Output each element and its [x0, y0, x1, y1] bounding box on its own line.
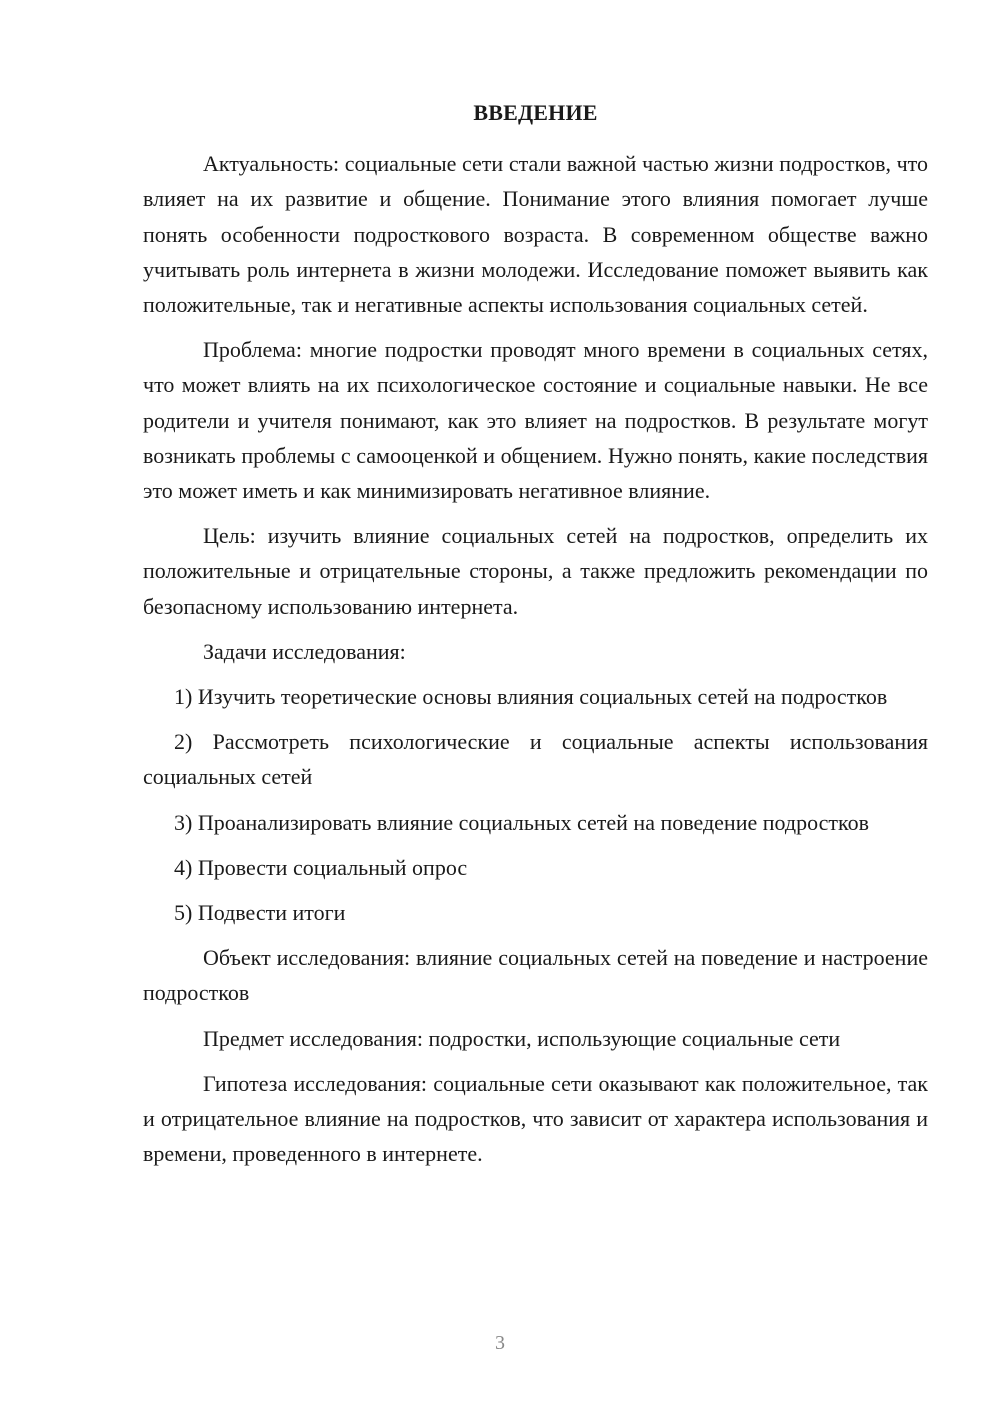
page-body: [143, 95, 928, 1181]
page-number: 3: [495, 1332, 505, 1354]
task-item-5: 5) Подвести итоги: [174, 900, 346, 926]
task-item-3: 3) Проанализировать влияние социальных сетей на поведение подростков: [174, 809, 869, 835]
object-paragraph: Объект исследования: влияние социальных сетей на поведение и настроение подростков: [143, 945, 928, 1006]
relevance-paragraph: Актуальность: социальные сети стали важной частью жизни подростков, что влияет на их развитие и общение. Понимание этого влияния помогает лучше понять особенности подросткового возраста. В современном обществе важно учитывать роль интернета в жизни молодежи. Исследование поможет выявить как положительные, так и негативные аспекты использования социальных сетей.: [143, 151, 928, 318]
section-title: ВВЕДЕНИЕ: [473, 100, 598, 125]
tasks-heading: Задачи исследования:: [203, 638, 406, 664]
task-item-4: 4) Провести социальный опрос: [174, 854, 468, 880]
hypothesis-paragraph: Гипотеза исследования: социальные сети оказывают как положительное, так и отрицательное влияние на подростков, что зависит от характера использования и времени, проведенного в интернете.: [143, 1070, 928, 1167]
problem-paragraph: Проблема: многие подростки проводят много времени в социальных сетях, что может влиять на их психологическое состояние и социальные навыки. Не все родители и учителя понимают, как это влияет на подростков. В результате могут возникать проблемы с самооценкой и общением. Нужно понять, какие последствия это может иметь и как минимизировать негативное влияние.: [143, 337, 928, 504]
goal-paragraph: Цель: изучить влияние социальных сетей на подростков, определить их положительные и отрицательные стороны, а также предложить рекомендации по безопасному использованию интернета.: [143, 523, 928, 619]
task-item-2: 2) Рассмотреть психологические и социальные аспекты использования социальных сетей: [143, 729, 928, 790]
task-item-1: 1) Изучить теоретические основы влияния социальных сетей на подростков: [174, 684, 888, 710]
subject-paragraph: Предмет исследования: подростки, использующие социальные сети: [203, 1025, 841, 1051]
